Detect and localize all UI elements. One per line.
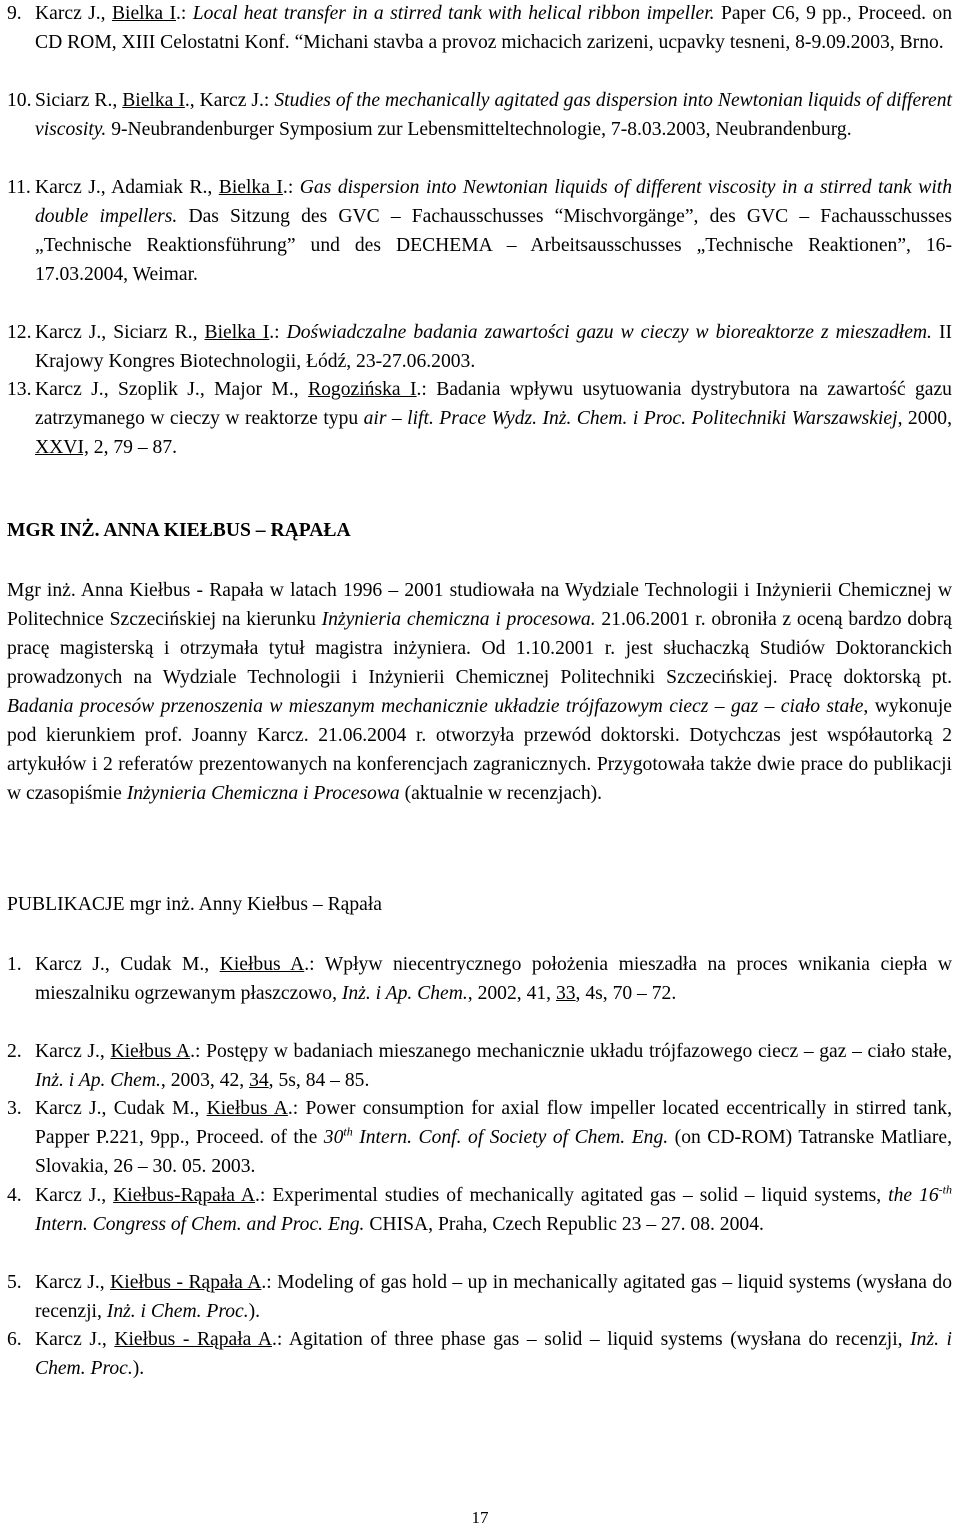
publication-number: 1. — [7, 954, 22, 975]
reference-text: Karcz J., Adamiak R., Bielka I.: Gas dispersion into Newtonian liquids of different viscosity in a stirred tank with double impellers. Das Sitzung des GVC – Fachausschusses “Mischvorgänge”, des GVC – Fachausschusses „Technische Reaktionsführung” und des DECHEMA – Arbeitsausschusses „Technische Reaktionen”, 16-17.03.2004, Weimar. — [35, 177, 952, 285]
publication-number: 6. — [7, 1329, 22, 1350]
publication-entry-5 — [7, 1268, 952, 1326]
reference-entry-10 — [7, 86, 952, 144]
publication-text: Karcz J., Kiełbus-Rąpała A.: Experimental studies of mechanically agitated gas – solid – liquid systems, the $16^{-th}$ Intern. Congress of Chem. and Proc. Eng. CHISA, Praha, Czech Republic 23 – 27. 08. 2004. — [35, 1182, 952, 1235]
publication-text: Karcz J., Cudak M., Kiełbus A.: Power consumption for axial flow impeller located eccentrically in stirred tank, Papper P.221, 9pp., Proceed. of the 30th Intern. Conf. of Society of Chem. Eng. (on CD-ROM) Tatranske Matliare, Slovakia, 26 – 30. 05. 2003. — [35, 1098, 952, 1177]
publication-text: Karcz J., Kiełbus - Rąpała A.: Agitation of three phase gas – solid – liquid systems (wysłana do recenzji, Inż. i Chem. Proc.). — [35, 1329, 952, 1379]
reference-entry-13 — [7, 375, 952, 462]
reference-number: 9. — [7, 3, 22, 24]
publication-entry-1 — [7, 950, 952, 1008]
publication-number: 2. — [7, 1041, 22, 1062]
publication-text: Karcz J., Kiełbus A.: Postępy w badaniach mieszanego mechanicznie układu trójfazowego ciecz – gaz – ciało stałe, Inż. i Ap. Chem., 2003, 42, 34, 5s, 84 – 85. — [35, 1041, 953, 1091]
reference-text: Karcz J., Bielka I.: Local heat transfer in a stirred tank with helical ribbon impeller. Paper C6, 9 pp., Proceed. on CD ROM, XIII Celostatni Konf. “Michani stavba a provoz michacich zarizeni, ucpavky tesneni, 8-9.09.2003, Brno. — [35, 3, 953, 53]
reference-text: Karcz J., Siciarz R., Bielka I.: Doświadczalne badania zawartości gazu w cieczy w bioreaktorze z mieszadłem. II Krajowy Kongres Biotechnologii, Łódź, 23-27.06.2003. — [35, 322, 953, 372]
reference-number: 10. — [7, 90, 32, 111]
reference-number: 13. — [7, 379, 32, 400]
publication-entry-3 — [7, 1094, 952, 1181]
publication-entry-2 — [7, 1037, 952, 1095]
publications-heading: PUBLIKACJE mgr inż. Anny Kiełbus – Rąpała — [7, 894, 382, 915]
publication-entry-4 — [7, 1181, 952, 1239]
publication-entry-6 — [7, 1325, 952, 1383]
publication-text: Karcz J., Cudak M., Kiełbus A.: Wpływ niecentrycznego położenia mieszadła na proces wnikania ciepła w mieszalniku ogrzewanym płaszczowo, Inż. i Ap. Chem., 2002, 41, 33, 4s, 70 – 72. — [35, 954, 952, 1004]
publication-number: 5. — [7, 1272, 22, 1293]
reference-number: 12. — [7, 322, 32, 343]
reference-text: Karcz J., Szoplik J., Major M., Rogozińska I.: Badania wpływu usytuowania dystrybutora na zawartość gazu zatrzymanego w cieczy w reaktorze typu air – lift. Prace Wydz. Inż. Chem. i Proc. Politechniki Warszawskiej, 2000, XXVI, 2, 79 – 87. — [35, 379, 952, 458]
reference-entry-9 — [7, 0, 952, 57]
publication-text: Karcz J., Kiełbus - Rąpała A.: Modeling of gas hold – up in mechanically agitated gas – liquid systems (wysłana do recenzji, Inż. i Chem. Proc.). — [35, 1272, 952, 1322]
page-number: 17 — [471, 1508, 489, 1527]
publication-number: 3. — [7, 1098, 22, 1119]
biography-paragraph: Mgr inż. Anna Kiełbus - Rapała w latach 1996 – 2001 studiowała na Wydziale Technologii i Inżynierii Chemicznej w Politechnice Szczecińskiej na kierunku Inżynieria chemiczna i procesowa. 21.06.2001 r. obroniła z oceną bardzo dobrą pracę magisterską i otrzymała tytuł magistra inżyniera. Od 1.10.2001 r. jest słuchaczką Studiów Doktoranckich prowadzonych na Wydziale Technologii i Inżynierii Chemicznej Politechniki Szczecińskiej. Pracę doktorską pt. Badania procesów przenoszenia w mieszanym mechanicznie układzie trójfazowym ciecz – gaz – ciało stałe, wykonuje pod kierunkiem prof. Joanny Karcz. 21.06.2004 r. otworzyła przewód doktorski. Dotychczas jest współautorką 2 artykułów i 2 referatów prezentowanych na konferencjach zagranicznych. Przygotowała także dwie prace do publikacji w czasopiśmie Inżynieria Chemiczna i Procesowa (aktualnie w recenzjach). — [7, 580, 953, 804]
section-title: MGR INŻ. ANNA KIEŁBUS – RĄPAŁA — [7, 520, 351, 541]
reference-entry-11 — [7, 173, 952, 289]
publication-number: 4. — [7, 1185, 22, 1206]
reference-number: 11. — [7, 177, 31, 198]
reference-entry-12 — [7, 318, 952, 376]
reference-text: Siciarz R., Bielka I., Karcz J.: Studies of the mechanically agitated gas dispersion into Newtonian liquids of different viscosity. 9-Neubrandenburger Symposium zur Lebensmitteltechnologie, 7-8.03.2003, Neubrandenburg. — [35, 90, 952, 140]
